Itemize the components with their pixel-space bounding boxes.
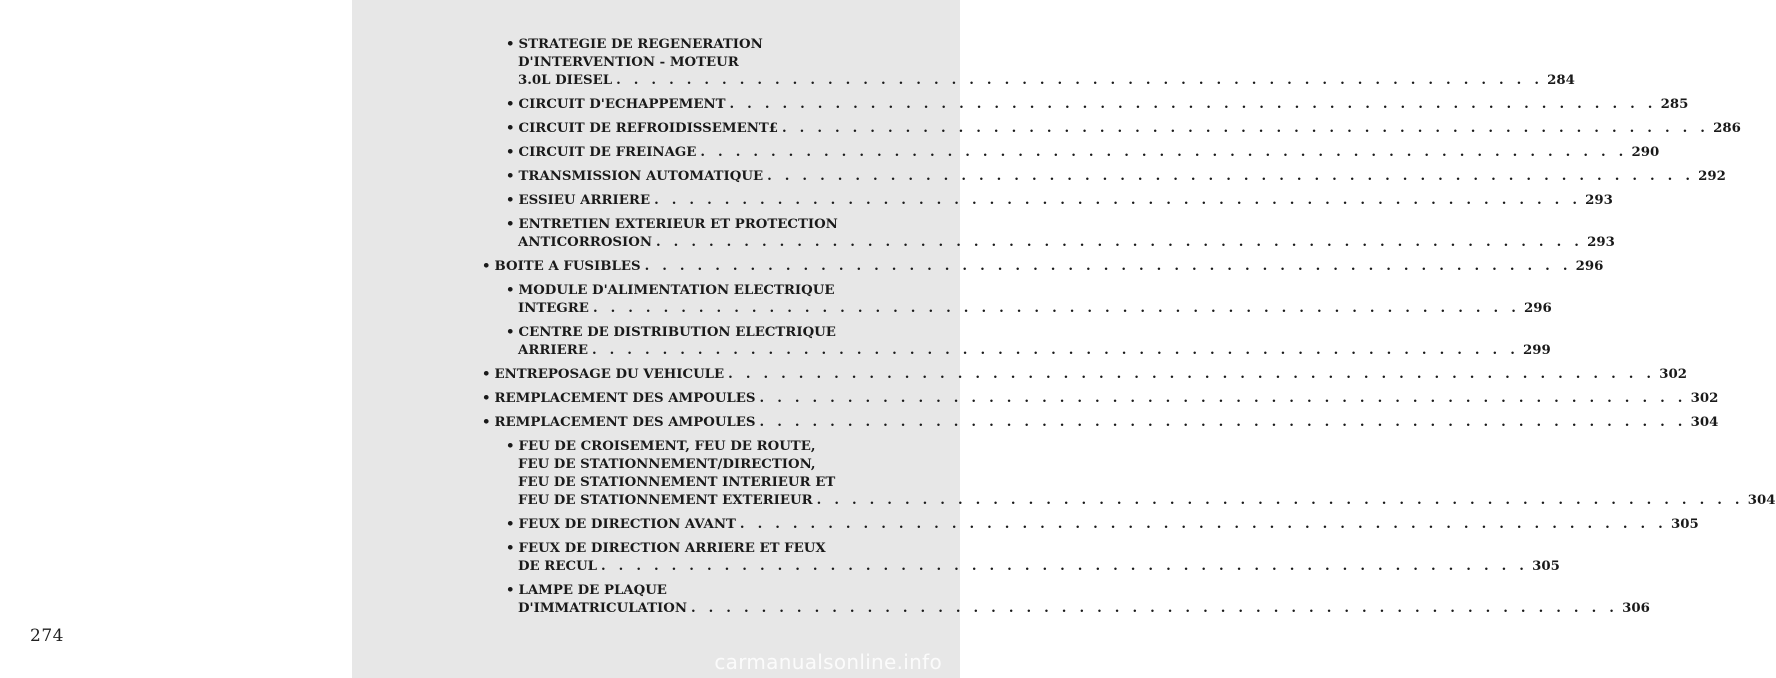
toc-entry-text [518, 492, 813, 510]
toc-entry-label: FEU DE STATIONNEMENT/DIRECTION, [518, 457, 816, 472]
toc-entry-last-line [506, 234, 1615, 252]
toc-entry-label: ENTREPOSAGE DU VEHICULE [494, 367, 725, 382]
dot-leader: . . . . . . . . . . . . . . . . . . . . . . . . . . . . . . . . . . . . . . . . . . . . . . . . . . . . . [700, 145, 1628, 160]
dot-leader: . . . . . . . . . . . . . . . . . . . . . . . . . . . . . . . . . . . . . . . . . . . . . . . . . . . . . [759, 391, 1687, 406]
toc-page-number: 293 [1585, 193, 1613, 208]
toc-entry-last-line [482, 414, 1719, 432]
toc-entry-last-line [506, 516, 1699, 534]
toc-page-number: 292 [1698, 169, 1726, 184]
toc-entry[interactable] [482, 390, 1719, 408]
toc-entry[interactable] [482, 36, 1575, 90]
toc-entry-label: FEU DE STATIONNEMENT INTERIEUR ET [518, 475, 836, 490]
toc-entry-label: FEUX DE DIRECTION ARRIERE ET FEUX [518, 541, 826, 556]
toc-entry-line [506, 438, 898, 456]
toc-entry-label: FEU DE CROISEMENT, FEU DE ROUTE, [518, 439, 816, 454]
toc-entry-text [506, 325, 836, 340]
toc-entry-last-line [482, 390, 1719, 408]
toc-page-number: 290 [1631, 145, 1660, 160]
toc-entry-line [506, 540, 898, 558]
toc-entry-last-line [506, 96, 1689, 114]
right-page [352, 0, 1776, 678]
toc-entry-line [506, 456, 898, 474]
toc-entry[interactable] [482, 582, 1650, 618]
toc-entry-line [506, 282, 898, 300]
dot-leader: . . . . . . . . . . . . . . . . . . . . . . . . . . . . . . . . . . . . . . . . . . . . . . . . . . . . . [767, 169, 1695, 184]
bullet-icon: • [506, 169, 515, 184]
dot-leader: . . . . . . . . . . . . . . . . . . . . . . . . . . . . . . . . . . . . . . . . . . . . . . . . . . . . . [739, 517, 1667, 532]
toc-entry[interactable] [482, 192, 1613, 210]
toc-entry-label: STRATEGIE DE REGENERATION [518, 37, 763, 52]
toc-entry-label: ENTRETIEN EXTERIEUR ET PROTECTION [518, 217, 838, 232]
toc-entry-text [506, 541, 826, 556]
toc-entry-label: DE RECUL [518, 559, 598, 574]
toc-entry[interactable] [482, 414, 1719, 432]
toc-page-number: 302 [1659, 367, 1687, 382]
bullet-icon: • [482, 259, 491, 274]
toc-entry-last-line [482, 366, 1687, 384]
bullet-icon: • [506, 217, 515, 232]
toc-page-number: 296 [1575, 259, 1604, 274]
toc-entry[interactable] [482, 144, 1660, 162]
bullet-icon: • [506, 97, 515, 112]
toc-entry-label: LAMPE DE PLAQUE [518, 583, 667, 598]
toc-entry-line [506, 216, 898, 234]
bullet-icon: • [482, 391, 491, 406]
toc-entry-text [506, 168, 763, 186]
toc-entry-text [506, 217, 838, 232]
toc-entry-label: REMPLACEMENT DES AMPOULES [494, 415, 756, 430]
table-of-contents [482, 36, 1776, 624]
toc-entry[interactable] [482, 258, 1604, 276]
toc-entry-text [506, 120, 778, 138]
dot-leader: . . . . . . . . . . . . . . . . . . . . . . . . . . . . . . . . . . . . . . . . . . . . . . . . . . . . . [729, 97, 1657, 112]
toc-page-number: 284 [1547, 73, 1575, 88]
bullet-icon: • [506, 283, 515, 298]
toc-entry[interactable] [482, 438, 1776, 510]
toc-entry-text [518, 600, 687, 618]
toc-entry-label: ESSIEU ARRIERE [518, 193, 651, 208]
dot-leader: . . . . . . . . . . . . . . . . . . . . . . . . . . . . . . . . . . . . . . . . . . . . . . . . . . . . . [601, 559, 1529, 574]
toc-entry-last-line [506, 168, 1726, 186]
bullet-icon: • [506, 121, 515, 136]
toc-entry-text [506, 516, 736, 534]
bullet-icon: • [482, 367, 491, 382]
toc-entry[interactable] [482, 216, 1615, 252]
toc-entry-label: 3.0L DIESEL [518, 73, 613, 88]
toc-page-number: 304 [1747, 493, 1776, 508]
toc-entry-last-line [506, 600, 1650, 618]
toc-page-number: 299 [1523, 343, 1551, 358]
toc-entry-text [506, 192, 650, 210]
toc-entry-label: TRANSMISSION AUTOMATIQUE [518, 169, 764, 184]
dot-leader: . . . . . . . . . . . . . . . . . . . . . . . . . . . . . . . . . . . . . . . . . . . . . . . . . . . . . [644, 259, 1572, 274]
toc-entry-label: CIRCUIT DE REFROIDISSEMENT£ [518, 121, 779, 136]
toc-entry-text [506, 144, 696, 162]
bullet-icon: • [506, 583, 515, 598]
left-page [0, 0, 352, 678]
toc-entry-text [518, 457, 816, 472]
toc-entry-label: CIRCUIT DE FREINAGE [518, 145, 697, 160]
dot-leader: . . . . . . . . . . . . . . . . . . . . . . . . . . . . . . . . . . . . . . . . . . . . . . . . . . . . . [654, 193, 1582, 208]
dot-leader: . . . . . . . . . . . . . . . . . . . . . . . . . . . . . . . . . . . . . . . . . . . . . . . . . . . . . [816, 493, 1744, 508]
toc-entry-text [506, 583, 667, 598]
toc-entry-label: ARRIERE [518, 343, 588, 358]
toc-entry-label: FEUX DE DIRECTION AVANT [518, 517, 736, 532]
dot-leader: . . . . . . . . . . . . . . . . . . . . . . . . . . . . . . . . . . . . . . . . . . . . . . . . . . . . . [592, 301, 1521, 316]
toc-page-number: 302 [1690, 391, 1719, 406]
toc-entry[interactable] [482, 324, 1551, 360]
toc-entry-text [506, 283, 834, 298]
toc-page-number: 305 [1532, 559, 1560, 574]
toc-entry-text [518, 55, 739, 70]
bullet-icon: • [506, 541, 515, 556]
toc-entry-line [506, 324, 898, 342]
toc-entry[interactable] [482, 282, 1552, 318]
bullet-icon: • [506, 193, 515, 208]
toc-page-number: 296 [1524, 301, 1552, 316]
toc-entry-last-line [506, 144, 1660, 162]
dot-leader: . . . . . . . . . . . . . . . . . . . . . . . . . . . . . . . . . . . . . . . . . . . . . . . . . . . . . [616, 73, 1544, 88]
toc-entry-text [482, 258, 641, 276]
bullet-icon: • [506, 37, 515, 52]
toc-entry-line [506, 474, 898, 492]
bullet-icon: • [506, 439, 515, 454]
dot-leader: . . . . . . . . . . . . . . . . . . . . . . . . . . . . . . . . . . . . . . . . . . . . . . . . . . . . . [656, 235, 1584, 250]
toc-entry[interactable] [482, 516, 1699, 534]
toc-entry-text [518, 342, 588, 360]
toc-entry[interactable] [482, 366, 1687, 384]
toc-entry-line [506, 54, 898, 72]
bullet-icon: • [506, 325, 515, 340]
page-number: 274 [30, 626, 64, 646]
toc-page-number: 305 [1671, 517, 1699, 532]
toc-entry-text [518, 475, 835, 490]
toc-entry-text [518, 300, 589, 318]
toc-entry-label: MODULE D'ALIMENTATION ELECTRIQUE [518, 283, 835, 298]
toc-entry-text [482, 414, 756, 432]
dot-leader: . . . . . . . . . . . . . . . . . . . . . . . . . . . . . . . . . . . . . . . . . . . . . . . . . . . . . [782, 121, 1710, 136]
toc-entry-last-line [506, 72, 1575, 90]
toc-entry-label: CENTRE DE DISTRIBUTION ELECTRIQUE [518, 325, 836, 340]
dot-leader: . . . . . . . . . . . . . . . . . . . . . . . . . . . . . . . . . . . . . . . . . . . . . . . . . . . . . [591, 343, 1520, 358]
toc-page-number: 293 [1587, 235, 1615, 250]
toc-page-number: 286 [1713, 121, 1741, 136]
toc-entry-text [518, 558, 597, 576]
toc-entry-label: D'INTERVENTION - MOTEUR [518, 55, 739, 70]
toc-entry[interactable] [482, 96, 1689, 114]
dot-leader: . . . . . . . . . . . . . . . . . . . . . . . . . . . . . . . . . . . . . . . . . . . . . . . . . . . . . [728, 367, 1656, 382]
dot-leader: . . . . . . . . . . . . . . . . . . . . . . . . . . . . . . . . . . . . . . . . . . . . . . . . . . . . . [690, 601, 1619, 616]
toc-entry-label: FEU DE STATIONNEMENT EXTERIEUR [518, 493, 813, 508]
toc-entry-line [506, 36, 898, 54]
toc-entry-last-line [506, 558, 1560, 576]
toc-page-number: 285 [1660, 97, 1689, 112]
toc-entry-last-line [506, 192, 1613, 210]
toc-entry-line [506, 582, 898, 600]
toc-entry-text [482, 366, 724, 384]
toc-page-number: 304 [1690, 415, 1719, 430]
toc-entry[interactable] [482, 168, 1726, 186]
toc-entry[interactable] [482, 120, 1741, 138]
toc-entry-last-line [506, 120, 1741, 138]
toc-entry-last-line [506, 300, 1552, 318]
toc-entry-text [506, 37, 763, 52]
toc-entry-text [518, 234, 652, 252]
bullet-icon: • [506, 145, 515, 160]
toc-entry-label: BOITE A FUSIBLES [494, 259, 641, 274]
toc-entry-last-line [506, 342, 1551, 360]
toc-entry-last-line [506, 492, 1776, 510]
toc-entry-label: D'IMMATRICULATION [518, 601, 687, 616]
bullet-icon: • [482, 415, 491, 430]
toc-entry-last-line [482, 258, 1604, 276]
toc-entry-label: INTEGRE [518, 301, 589, 316]
toc-page-number: 306 [1622, 601, 1650, 616]
toc-entry-text [482, 390, 756, 408]
dot-leader: . . . . . . . . . . . . . . . . . . . . . . . . . . . . . . . . . . . . . . . . . . . . . . . . . . . . . [759, 415, 1687, 430]
watermark: carmanualsonline.info [714, 650, 942, 674]
toc-entry-label: ANTICORROSION [518, 235, 652, 250]
toc-entry-label: CIRCUIT D'ECHAPPEMENT [518, 97, 726, 112]
toc-entry-label: REMPLACEMENT DES AMPOULES [494, 391, 756, 406]
bullet-icon: • [506, 517, 515, 532]
toc-entry-text [506, 96, 726, 114]
toc-entry-text [506, 439, 815, 454]
toc-entry-text [518, 72, 612, 90]
toc-entry[interactable] [482, 540, 1560, 576]
